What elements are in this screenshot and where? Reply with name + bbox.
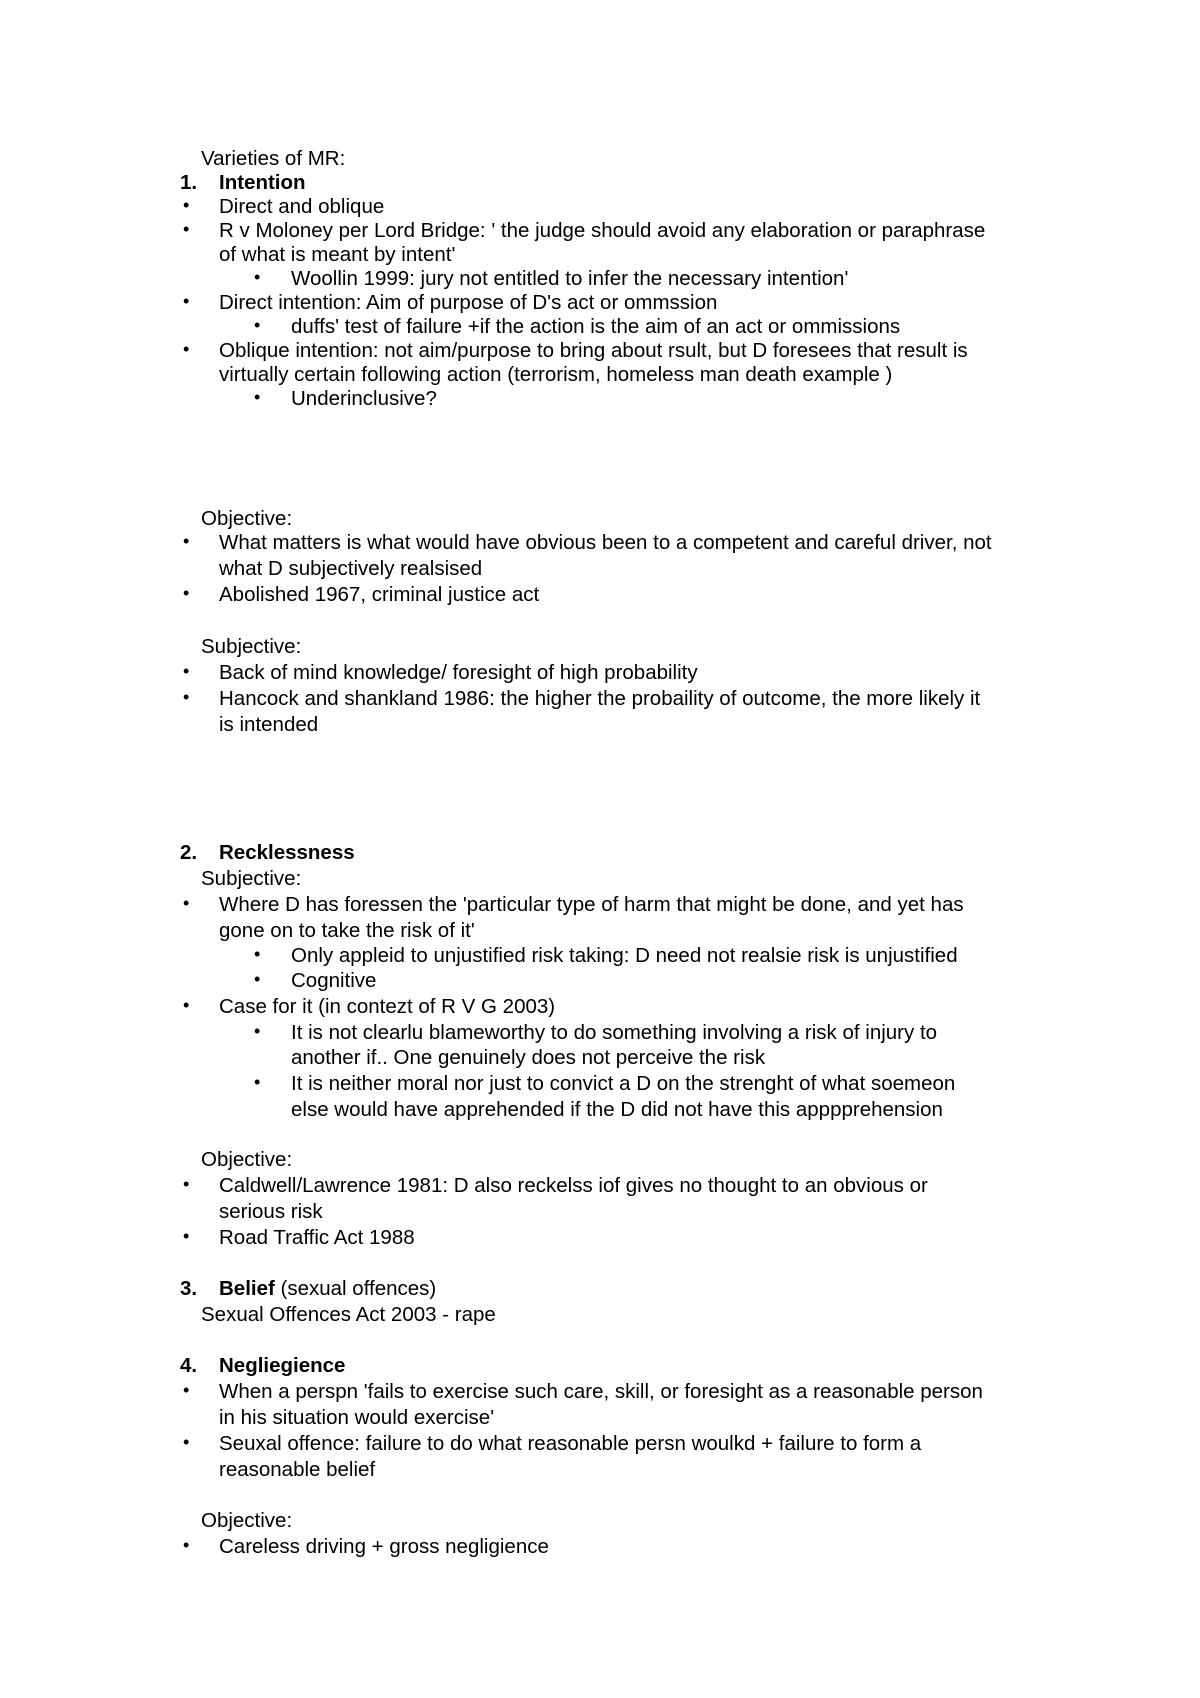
bullet-icon: • <box>254 944 261 964</box>
bullet-icon: • <box>183 1226 190 1246</box>
subheading-subjective: Subjective: <box>201 635 302 658</box>
bullet-icon: • <box>183 531 190 551</box>
heading-negligence: Negliegience <box>219 1354 346 1377</box>
list-item-continuation: virtually certain following action (terrorism, homeless man death example ) <box>219 363 893 386</box>
bullet-icon: • <box>183 291 190 311</box>
sub-list-item: It is neither moral nor just to convict a D on the strenght of what soemeon <box>291 1072 956 1095</box>
list-item: Oblique intention: not aim/purpose to bring about rsult, but D foresees that result is <box>219 339 968 362</box>
list-item-continuation: serious risk <box>219 1200 323 1223</box>
list-item: Hancock and shankland 1986: the higher the probaility of outcome, the more likely it <box>219 687 981 710</box>
bullet-icon: • <box>183 893 190 913</box>
list-number-4: 4. <box>180 1354 198 1377</box>
bullet-icon: • <box>183 1380 190 1400</box>
bullet-icon: • <box>254 969 261 989</box>
bullet-icon: • <box>183 195 190 215</box>
bullet-icon: • <box>183 219 190 239</box>
bullet-icon: • <box>183 1174 190 1194</box>
bullet-icon: • <box>183 661 190 681</box>
list-item: Case for it (in contezt of R V G 2003) <box>219 995 556 1018</box>
list-number-1: 1. <box>180 171 198 194</box>
belief-statute: Sexual Offences Act 2003 - rape <box>201 1303 496 1326</box>
list-item: Caldwell/Lawrence 1981: D also reckelss iof gives no thought to an obvious or <box>219 1174 928 1197</box>
list-item: Abolished 1967, criminal justice act <box>219 583 540 606</box>
subheading-objective: Objective: <box>201 1509 293 1532</box>
list-item-continuation: in his situation would exercise' <box>219 1406 495 1429</box>
section-heading-varieties: Varieties of MR: <box>201 147 346 170</box>
list-item-continuation: is intended <box>219 713 319 736</box>
list-item: Seuxal offence: failure to do what reasonable persn woulkd + failure to form a <box>219 1432 922 1455</box>
list-item: What matters is what would have obvious been to a competent and careful driver, not <box>219 531 992 554</box>
list-item-continuation: what D subjectively realsised <box>219 557 483 580</box>
list-item-continuation: gone on to take the risk of it' <box>219 919 475 942</box>
heading-belief-title: Belief <box>219 1277 275 1300</box>
bullet-icon: • <box>254 267 261 287</box>
list-item-continuation: reasonable belief <box>219 1458 376 1481</box>
list-item: Back of mind knowledge/ foresight of high probability <box>219 661 698 684</box>
bullet-icon: • <box>183 687 190 707</box>
bullet-icon: • <box>183 583 190 603</box>
list-item-continuation: of what is meant by intent' <box>219 243 456 266</box>
sub-list-item-continuation: else would have apprehended if the D did not have this apppprehension <box>291 1098 943 1121</box>
bullet-icon: • <box>254 1021 261 1041</box>
list-item: When a perspn 'fails to exercise such care, skill, or foresight as a reasonable person <box>219 1380 983 1403</box>
subheading-subjective: Subjective: <box>201 867 302 890</box>
list-number-3: 3. <box>180 1277 198 1300</box>
bullet-icon: • <box>254 315 261 335</box>
sub-list-item-continuation: another if.. One genuinely does not perceive the risk <box>291 1046 766 1069</box>
bullet-icon: • <box>254 1072 261 1092</box>
heading-belief-note: (sexual offences) <box>274 1277 437 1300</box>
sub-list-item: duffs' test of failure +if the action is the aim of an act or ommissions <box>291 315 901 338</box>
sub-list-item: Only appleid to unjustified risk taking: D need not realsie risk is unjustified <box>291 944 958 967</box>
heading-belief <box>219 1276 436 1301</box>
list-item: R v Moloney per Lord Bridge: ' the judge should avoid any elaboration or paraphrase <box>219 219 986 242</box>
bullet-icon: • <box>183 1535 190 1555</box>
subheading-objective: Objective: <box>201 1148 293 1171</box>
list-item: Careless driving + gross negligience <box>219 1535 549 1558</box>
sub-list-item: It is not clearlu blameworthy to do something involving a risk of injury to <box>291 1021 938 1044</box>
sub-list-item: Woollin 1999: jury not entitled to infer the necessary intention' <box>291 267 849 290</box>
heading-recklessness: Recklessness <box>219 841 355 864</box>
bullet-icon: • <box>183 1432 190 1452</box>
sub-list-item: Cognitive <box>291 969 377 992</box>
bullet-icon: • <box>183 339 190 359</box>
list-item: Direct and oblique <box>219 195 385 218</box>
bullet-icon: • <box>183 995 190 1015</box>
sub-list-item: Underinclusive? <box>291 387 437 410</box>
list-item: Road Traffic Act 1988 <box>219 1226 415 1249</box>
subheading-objective: Objective: <box>201 507 293 530</box>
list-number-2: 2. <box>180 841 198 864</box>
list-item: Where D has foressen the 'particular type of harm that might be done, and yet has <box>219 893 964 916</box>
list-item: Direct intention: Aim of purpose of D's act or ommssion <box>219 291 718 314</box>
bullet-icon: • <box>254 387 261 407</box>
heading-intention: Intention <box>219 171 306 194</box>
